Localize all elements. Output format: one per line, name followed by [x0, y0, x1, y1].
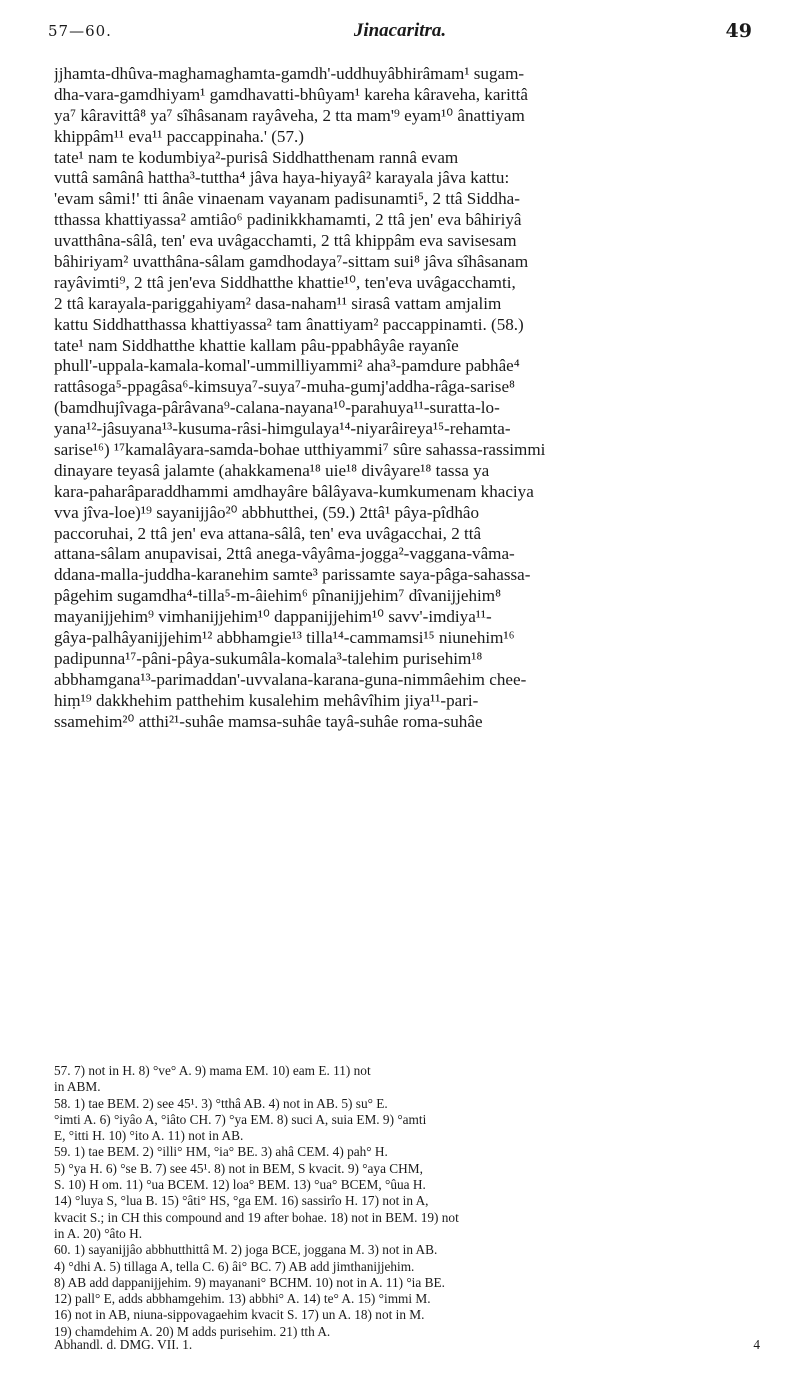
text-line: tate¹ nam te kodumbiya²-purisâ Siddhatthenam rannâ evam [54, 147, 459, 167]
text-line: yana¹²-jâsuyana¹³-kusuma-râsi-himgulaya¹⁴-niyarâireya¹⁵-rehamta- [54, 419, 511, 439]
text-line: attana-sâlam anupavisai, 2ttâ anega-vâyâma-jogga²-vaggana-vâma- [54, 544, 515, 564]
text-line: rattâsoga⁵-ppagâsa⁶-kimsuya⁷-suya⁷-muha-gumj'addha-râga-sarise⁸ [54, 377, 515, 397]
footnote-line: 14) °luya S, °lua B. 15) °âti° HS, °ga EM. 16) sassirîo H. 17) not in A, [54, 1193, 429, 1209]
footnote-line: 4) °dhi A. 5) tillaga A, tella C. 6) âi° BC. 7) AB add jimthanijjehim. [54, 1258, 415, 1274]
footnote-line: 19) chamdehim A. 20) M adds purisehim. 21) tth A. [54, 1323, 331, 1339]
signature-number: 4 [753, 1337, 760, 1352]
text-line: mayanijjehim⁹ vimhanijjehim¹⁰ dappanijjehim¹⁰ savv'-imdiya¹¹- [54, 607, 492, 627]
footnote-line: 59. 1) tae BEM. 2) °illi° HM, °ia° BE. 3) ahâ CEM. 4) pah° H. [54, 1144, 388, 1160]
footnote-line: 57. 7) not in H. 8) °ve° A. 9) mama EM. 10) eam E. 11) not [54, 1063, 371, 1078]
text-line: 2 ttâ karayala-pariggahiyam² dasa-naham¹¹ sirasâ vattam amjalim [54, 293, 502, 313]
footnote-line: in ABM. [54, 1079, 101, 1095]
text-line: paccoruhai, 2 ttâ jen' eva attana-sâlâ, ten' eva uvâgacchai, 2 ttâ [54, 523, 482, 543]
footnote-line: E, °itti H. 10) °ito A. 11) not in AB. [54, 1128, 244, 1144]
running-title: Jinacaritra. [353, 20, 447, 41]
text-line: gâya-palhâyanijjehim¹² abbhamgie¹³ tilla¹⁴-cammamsi¹⁵ niunehim¹⁶ [54, 628, 515, 648]
text-line: pâgehim sugamdha⁴-tilla⁵-m-âiehim⁶ pînanijjehim⁷ dîvanijjehim⁸ [54, 586, 502, 606]
footnote-line: kvacit S.; in CH this compound and 19 after bohae. 18) not in BEM. 19) not [54, 1209, 459, 1225]
text-line: 'evam sâmi!' tti ânâe vinaenam vayanam padisunamti⁵, 2 ttâ Siddha- [54, 189, 520, 209]
text-line: sarise¹⁶) ¹⁷kamalâyara-samda-bohae utthiyammi⁷ sûre sahassa-rassimmi [54, 440, 546, 460]
footnote-line: 5) °ya H. 6) °se B. 7) see 45¹. 8) not in BEM, S kvacit. 9) °aya CHM, [54, 1160, 423, 1176]
text-line: vuttâ samânâ hattha³-tuttha⁴ jâva haya-hiyayâ² karayala jâva kattu: [54, 168, 510, 188]
footnote-line: °imti A. 6) °iyâo A, °iâto CH. 7) °ya EM. 8) suci A, suia EM. 9) °amti [54, 1111, 427, 1127]
text-line: (bamdhujîvaga-pârâvana⁹-calana-nayana¹⁰-parahuya¹¹-suratta-lo- [54, 398, 500, 418]
text-line: phull'-uppala-kamala-komal'-ummilliyammi² aha³-pamdure pabhâe⁴ [54, 356, 520, 376]
footnote-line: 16) not in AB, niuna-sippovagaehim kvacit S. 17) un A. 18) not in M. [54, 1307, 425, 1323]
text-line: uvatthâna-sâlâ, ten' eva uvâgacchamti, 2 ttâ khippâm eva savisesam [54, 231, 517, 251]
text-line: khippâm¹¹ eva¹¹ paccappinaha.' (57.) [54, 126, 304, 146]
page-footer [54, 1337, 766, 1353]
text-line: jjhamta-dhûva-maghamaghamta-gamdh'-uddhuyâbhirâmam¹ sugam- [54, 64, 525, 83]
text-line: dinayare teyasâ jalamte (ahakkamena¹⁸ uie¹⁸ divâyare¹⁸ tassa ya [54, 460, 490, 480]
main-text [54, 64, 766, 733]
footer-signature: Abhandl. d. DMG. VII. 1. [54, 1337, 193, 1352]
text-line: ddana-malla-juddha-karanehim samte³ parissamte saya-pâga-sahassa- [54, 565, 531, 585]
text-line: abbhamgana¹³-parimaddan'-uvvalana-karana-guna-nimmâehim chee- [54, 669, 527, 689]
footnote-line: 60. 1) sayanijjâo abbhutthittâ M. 2) joga BCE, joggana M. 3) not in AB. [54, 1242, 438, 1258]
text-line: tate¹ nam Siddhatthe khattie kallam pâu-ppabhâyâe rayanîe [54, 335, 459, 355]
section-range: 57—60. [48, 22, 112, 40]
footnote-line: S. 10) H om. 11) °ua BCEM. 12) loa° BEM. 13) °ua° BCEM, °ûua H. [54, 1177, 426, 1193]
footnote-line: 8) AB add dappanijjehim. 9) mayanani° BCHM. 10) not in A. 11) °ia BE. [54, 1274, 445, 1290]
footnote-line: 12) pall° E, adds abbhamgehim. 13) abbhi° A. 14) te° A. 15) °immi M. [54, 1291, 431, 1307]
text-line: ya⁷ kâravittâ⁸ ya⁷ sîhâsanam rayâveha, 2 tta mam'⁹ eyam¹⁰ ânattiyam [54, 105, 525, 125]
text-line: kara-paharâparaddhammi amdhayâre bâlâyava-kumkumenam khaciya [54, 481, 534, 501]
text-line: padipunna¹⁷-pâni-pâya-sukumâla-komala³-talehim purisehim¹⁸ [54, 648, 483, 668]
text-line: dha-vara-gamdhiyam¹ gamdhavatti-bhûyam¹ kareha kâraveha, karittâ [54, 84, 528, 104]
footnote-line: in A. 20) °âto H. [54, 1225, 143, 1241]
running-header [48, 20, 752, 46]
text-line: vva jîva-loe)¹⁹ sayanijjâo²⁰ abbhutthei, (59.) 2ttâ¹ pâya-pîdhâo [54, 502, 480, 522]
text-line: hiṃ¹⁹ dakkhehim patthehim kusalehim mehâvîhim jiya¹¹-pari- [54, 690, 479, 710]
footnote-line: 58. 1) tae BEM. 2) see 45¹. 3) °tthâ AB. 4) not in AB. 5) su° E. [54, 1095, 388, 1111]
footnotes [54, 1063, 766, 1340]
page-number: 49 [725, 20, 752, 42]
text-line: kattu Siddhatthassa khattiyassa² tam ânattiyam² paccappinamti. (58.) [54, 314, 524, 334]
text-line: ssamehim²⁰ atthi²¹-suhâe mamsa-suhâe tayâ-suhâe roma-suhâe [54, 711, 483, 731]
text-line: rayâvimti⁹, 2 ttâ jen'eva Siddhatthe khattie¹⁰, ten'eva uvâgacchamti, [54, 272, 516, 292]
text-line: tthassa khattiyassa² amtiâo⁶ padinikkhamamti, 2 ttâ jen' eva bâhiriyâ [54, 210, 522, 230]
text-line: bâhiriyam² uvatthâna-sâlam gamdhodaya⁷-sittam sui⁸ jâva sîhâsanam [54, 252, 529, 272]
